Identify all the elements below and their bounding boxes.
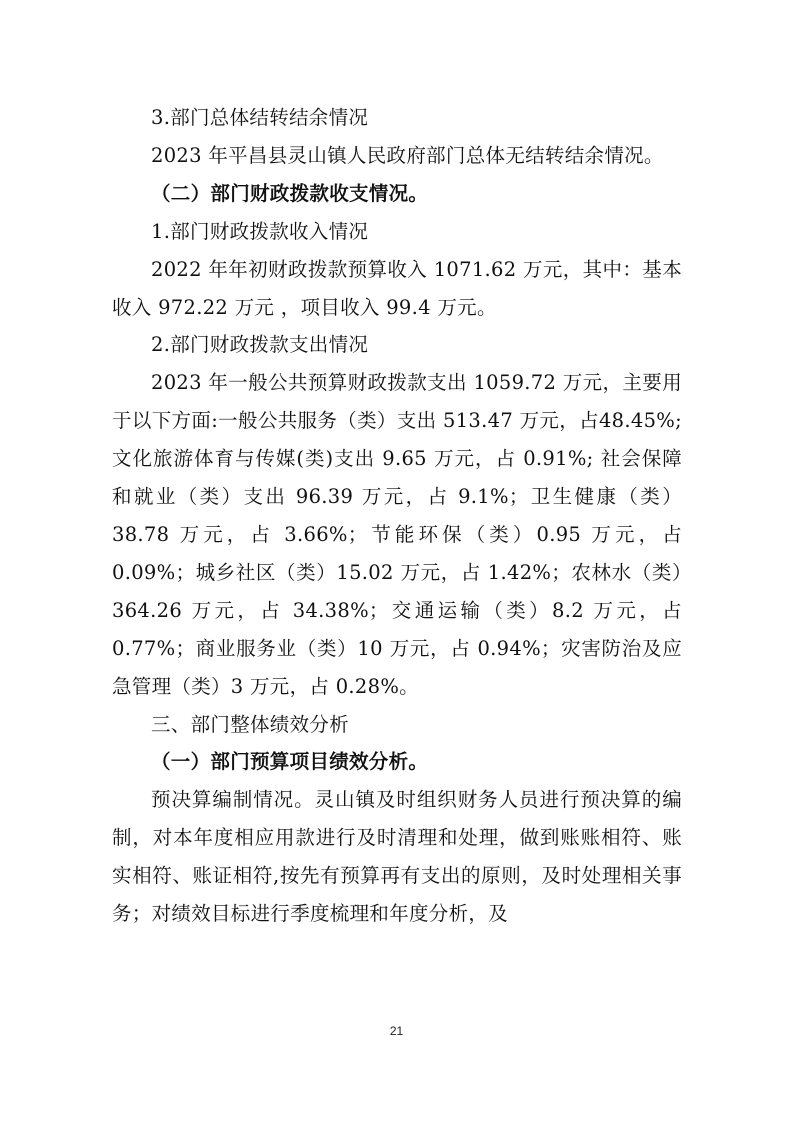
paragraph-budget-compilation: 预决算编制情况。灵山镇及时组织财务人员进行预决算的编制，对本年度相应用款进行及时清理和处理，做到账账相符、账实相符、账证相符,按先有预算再有支出的原则，及时处理相关事务；对绩效目标进行季度梳理和年度分析，及 <box>112 788 682 926</box>
paragraph-income-heading: 1.部门财政拨款收入情况 <box>151 219 369 243</box>
paragraph-expenditure-text: 2023 年一般公共预算财政拨款支出 1059.72 万元，主要用于以下方面:一般公共服务（类）支出 513.47 万元，占48.45%; 文化旅游体育与传媒(类)支出 9.65 万元，占 0.91%; 社会保障和就业（类）支出 96.39 万元，占 9.1%；卫生健康（类）38.78 万元，占 3.66%；节能环保（类）0.95 万元，占0.09%；城乡社区（类）15.02 万元，占 1.42%；农林水（类）364.26 万元，占 34.38%；交通运输（类）8.2 万元，占 0.77%；商业服务业（类）10 万元，占 0.94%；灾害防治及应急管理（类）3 万元，占 0.28%。 <box>112 371 682 698</box>
chapter-heading-performance: 三、部门整体绩效分析 <box>151 712 350 736</box>
paragraph-expenditure-heading: 2.部门财政拨款支出情况 <box>151 333 369 357</box>
paragraph-carryover-heading: 3.部门总体结转结余情况 <box>151 106 369 129</box>
paragraph-carryover-text: 2023 年平昌县灵山镇人民政府部门总体无结转结余情况。 <box>151 143 664 167</box>
document-body <box>112 99 682 933</box>
section-heading-fiscal-appropriation: （二）部门财政拨款收支情况。 <box>151 181 429 205</box>
page-number: 21 <box>389 1024 404 1038</box>
section-heading-budget-performance: （一）部门预算项目绩效分析。 <box>151 750 429 774</box>
paragraph-income-text: 2022 年年初财政拨款预算收入 1071.62 万元，其中：基本收入 972.22 万元 ，项目收入 99.4 万元。 <box>112 257 682 319</box>
